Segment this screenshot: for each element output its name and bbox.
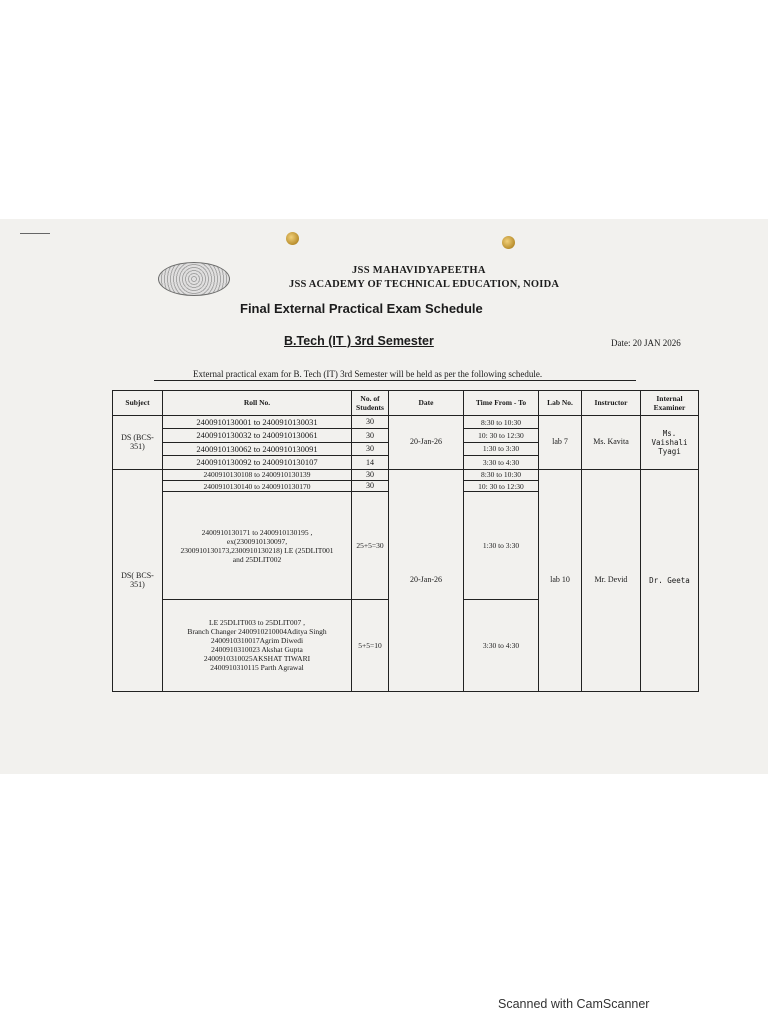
subject-cell: DS( BCS-351) <box>113 469 163 691</box>
examiner-cell: Ms. Vaishali Tyagi <box>641 415 699 469</box>
table-header-row <box>113 391 699 416</box>
time-cell: 8:30 to 10:30 <box>464 415 539 428</box>
students-cell: 30 <box>352 429 389 442</box>
time-cell: 1:30 to 3:30 <box>464 442 539 455</box>
roll-cell: 2400910130062 to 2400910130091 <box>163 442 352 455</box>
students-cell: 30 <box>352 480 389 491</box>
roll-cell: 2400910130092 to 2400910130107 <box>163 456 352 469</box>
instructor-cell: Ms. Kavita <box>582 415 641 469</box>
time-cell: 8:30 to 10:30 <box>464 469 539 480</box>
roll-cell: 2400910130140 to 2400910130170 <box>163 480 352 491</box>
roll-cell: 2400910130001 to 2400910130031 <box>163 415 352 428</box>
time-cell: 3:30 to 4:30 <box>464 456 539 469</box>
edge-mark <box>20 233 50 234</box>
roll-line: 2400910310023 Akshat Gupta <box>211 645 303 655</box>
roll-line: ex(2300910130097, <box>226 536 288 546</box>
roll-line: 2300910130173,2300910130218) LE (25DLIT001 <box>180 545 334 555</box>
students-cell: 25+5=30 <box>352 492 389 600</box>
roll-cell: 2400910130108 to 2400910130139 <box>163 469 352 480</box>
roll-line: 2400910130171 to 2400910130195 , <box>201 527 313 537</box>
document-date: Date: 20 JAN 2026 <box>611 338 681 348</box>
roll-line: 2400910310025AKSHAT TIWARI <box>203 654 311 664</box>
intro-underline <box>154 380 636 381</box>
schedule-table <box>112 390 699 692</box>
col-header-roll: Roll No. <box>163 391 352 416</box>
roll-cell-multiline <box>163 492 352 600</box>
students-cell: 14 <box>352 456 389 469</box>
students-cell: 5+5=10 <box>352 599 389 691</box>
date-cell: 20-Jan-26 <box>389 469 464 691</box>
col-header-examiner: Internal Examiner <box>641 391 699 416</box>
time-cell: 3:30 to 4:30 <box>464 599 539 691</box>
roll-line: 2400910310017Agrim Diwedi <box>210 636 304 646</box>
roll-line: Branch Changer 2400910210004Aditya Singh <box>187 627 327 637</box>
intro-text: External practical exam for B. Tech (IT) 3rd Semester will be held as per the following schedule. <box>193 369 543 379</box>
col-header-date: Date <box>389 391 464 416</box>
subject-cell: DS (BCS-351) <box>113 415 163 469</box>
lab-cell: lab 7 <box>539 415 582 469</box>
org-line-2: JSS ACADEMY OF TECHNICAL EDUCATION, NOIDA <box>289 279 560 290</box>
doc-title: Final External Practical Exam Schedule <box>240 301 483 316</box>
students-cell: 30 <box>352 415 389 428</box>
roll-cell-multiline <box>163 599 352 691</box>
col-header-instructor: Instructor <box>582 391 641 416</box>
date-cell: 20-Jan-26 <box>389 415 464 469</box>
time-cell: 10: 30 to 12:30 <box>464 480 539 491</box>
time-cell: 1:30 to 3:30 <box>464 492 539 600</box>
students-cell: 30 <box>352 442 389 455</box>
scanner-watermark: Scanned with CamScanner <box>498 997 650 1011</box>
program-title: B.Tech (IT ) 3rd Semester <box>284 334 434 348</box>
org-line-1: JSS MAHAVIDYAPEETHA <box>352 265 486 276</box>
time-cell: 10: 30 to 12:30 <box>464 429 539 442</box>
roll-line: 2400910310115 Parth Agrawal <box>210 663 304 673</box>
roll-cell: 2400910130032 to 2400910130061 <box>163 429 352 442</box>
col-header-subject: Subject <box>113 391 163 416</box>
students-cell: 30 <box>352 469 389 480</box>
lab-cell: lab 10 <box>539 469 582 691</box>
institute-logo <box>158 262 230 296</box>
col-header-lab: Lab No. <box>539 391 582 416</box>
roll-line: and 25DLIT002 <box>232 554 282 564</box>
table-row <box>113 469 699 480</box>
col-header-students: No. of Students <box>352 391 389 416</box>
roll-line: LE 25DLIT003 to 25DLIT007 , <box>208 618 306 628</box>
punch-hole-right <box>502 236 515 249</box>
instructor-cell: Mr. Devid <box>582 469 641 691</box>
table-row <box>113 415 699 428</box>
col-header-time: Time From - To <box>464 391 539 416</box>
examiner-cell: Dr. Geeta <box>641 469 699 691</box>
punch-hole-left <box>286 232 299 245</box>
